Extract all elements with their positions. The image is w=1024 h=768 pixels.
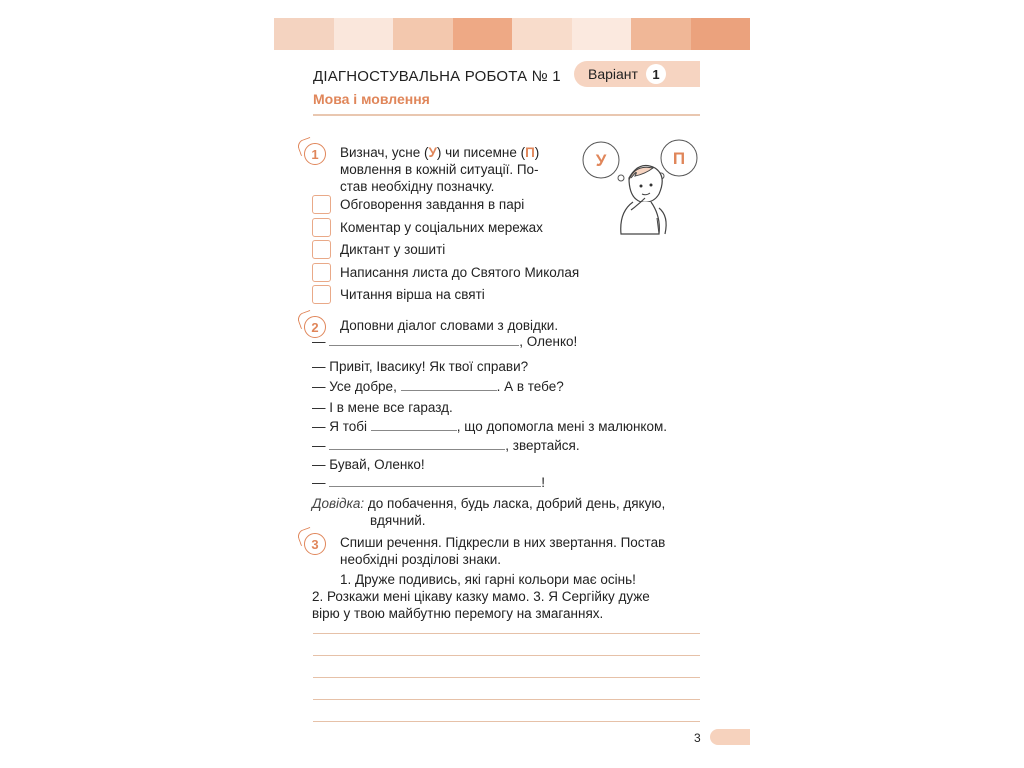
task-2-instruction: Доповни діалог словами з довідки. [340,318,559,333]
page-number: 3 [694,731,701,745]
blank-1[interactable] [329,334,519,346]
blank-5[interactable] [329,475,541,487]
item-label-4: Написання листа до Святого Миколая [340,265,580,280]
dialog-line-3: — Усе добре, . А в тебе? [312,379,564,394]
checkbox-item-3[interactable] [312,240,331,259]
checkbox-item-1[interactable] [312,195,331,214]
dialog-line-4: — І в мене все гаразд. [312,400,453,415]
header-divider [313,114,700,116]
page-subtitle: Мова і мовлення [313,91,430,107]
dialog-line-1: — , Оленко! [312,334,578,349]
blank-2[interactable] [401,379,497,391]
variant-badge [574,61,700,87]
task-3-number: 3 [304,533,326,555]
variant-number: 1 [646,64,666,84]
item-label-5: Читання вірша на святі [340,287,485,302]
writing-line-5[interactable] [313,721,700,722]
writing-line-3[interactable] [313,677,700,678]
dialog-line-6: — , звертайся. [312,438,580,453]
dialog-line-7: — Бувай, Оленко! [312,457,425,472]
dialog-line-8: — ! [312,475,546,490]
item-label-1: Обговорення завдання в парі [340,197,525,212]
bubble-right-letter: П [672,149,686,168]
blank-3[interactable] [371,419,457,431]
task-3-instruction: Спиши речення. Підкресли в них звертання. Постав необхідні розділові знаки. [340,535,666,567]
writing-line-2[interactable] [313,655,700,656]
task-1-instruction: Визнач, усне (У) чи писемне (П) мовлення в кожній ситуації. По- став необхідну позначку. [340,145,540,194]
hint-label: Довідка: [312,496,365,511]
item-label-3: Диктант у зошиті [340,242,446,257]
blank-4[interactable] [329,438,505,450]
bubble-left-letter: У [595,151,607,170]
checkbox-item-5[interactable] [312,285,331,304]
writing-line-1[interactable] [313,633,700,634]
task-3-sentences: 1. Друже подивись, які гарні кольори має осінь! 2. Розкажи мені цікаву казку мамо. 3. Я Сергійку дуже вірю у твою майбутню перемогу на змаганнях. [312,572,650,621]
task-1-number: 1 [304,143,326,165]
task-2-number: 2 [304,316,326,338]
workbook-page [274,18,750,758]
writing-line-4[interactable] [313,699,700,700]
mark-u: У [428,145,437,160]
dialog-line-2: — Привіт, Івасику! Як твої справи? [312,359,529,374]
page-number-tab [710,729,750,745]
page-title: ДІАГНОСТУВАЛЬНА РОБОТА № 1 [313,68,561,85]
item-label-2: Коментар у соціальних мережах [340,220,543,235]
checkbox-item-4[interactable] [312,263,331,282]
variant-label: Варіант [588,66,638,82]
decorative-color-band [274,18,750,50]
mark-p: П [525,145,535,160]
checkbox-item-2[interactable] [312,218,331,237]
thinking-child-illustration [579,138,704,243]
hint-block: Довідка: до побачення, будь ласка, добрий день, дякую, вдячний. [312,496,666,528]
dialog-line-5: — Я тобі , що допомогла мені з малюнком. [312,419,668,434]
